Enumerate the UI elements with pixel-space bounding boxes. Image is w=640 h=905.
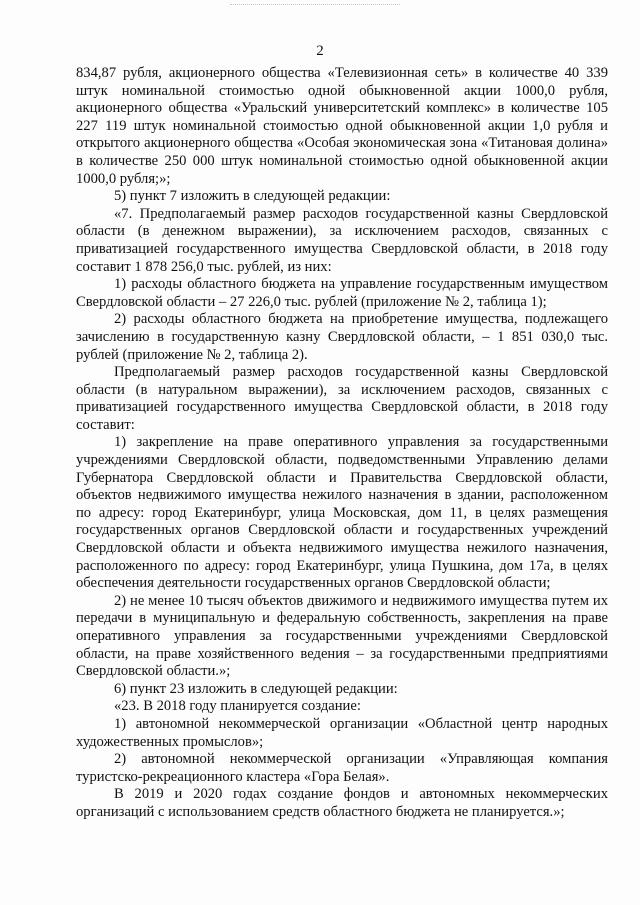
paragraph: «23. В 2018 году планируется создание: [114,698,361,715]
page-number: 2 [316,43,324,59]
document-body [76,65,608,822]
paragraph: 2) не менее 10 тысяч объектов движимого и недвижимого имущества путем их передачи в муниципальную и федеральную собственность, закрепления на праве оперативного управления за государственными учреждениями Свердловской области, на праве хозяйственного ведения – за государственными предприятиями Свердловской области.»; [76,592,608,680]
paragraph: 1) закрепление на праве оперативного управления за государственными учреждениями Свердловской области, подведомственными Управлению делами Губернатора Свердловской области и Правительства Свердловской области, объектов недвижимого имущества нежилого назначения в здании, расположенном по адресу: город Екатеринбург, улица Московская, дом 11, в целях размещения государственных органов Свердловской области и государственных учреждений Свердловской области и объекта недвижимого имущества нежилого назначения, расположенного по адресу: город Екатеринбург, улица Пушкина, дом 17а, в целях обеспечения деятельности государственных органов Свердловской области; [76,434,608,592]
paragraph: Предполагаемый размер расходов государственной казны Свердловской области (в натуральном выражении), за исключением расходов, связанных с приватизацией государственного имущества Свердловской области, в 2018 году составит: [76,364,608,433]
paragraph: 1) расходы областного бюджета на управление государственным имуществом Свердловской области – 27 226,0 тыс. рублей (приложение № 2, таблица 1); [76,276,608,310]
paragraph: «7. Предполагаемый размер расходов государственной казны Свердловской области (в денежном выражении), за исключением расходов, связанных с приватизацией государственного имущества Свердловской области, в 2018 году составит 1 878 256,0 тыс. рублей, из них: [76,205,608,275]
paragraph: 2) автономной некоммерческой организации «Управляющая компания туристско-рекреационного кластера «Гора Белая». [76,751,608,785]
paragraph: 1) автономной некоммерческой организации «Областной центр народных художественных промыслов»; [76,715,608,750]
paragraph: 834,87 рубля, акционерного общества «Телевизионная сеть» в количестве 40 339 штук номинальной стоимостью одной обыкновенной акции 1000,0 рубля, акционерного общества «Уральский университетский комплекс» в количестве 105 227 119 штук номинальной стоимостью одной обыкновенной акции 1,0 рубля и открытого акционерного общества «Особая экономическая зона «Титановая долина» в количестве 250 000 штук номинальной стоимостью одной обыкновенной акции 1000,0 рубля;»; [76,65,608,187]
paragraph: 6) пункт 23 изложить в следующей редакции: [114,680,398,697]
paragraph: В 2019 и 2020 годах создание фондов и автономных некоммерческих организаций с использованием средств областного бюджета не планируется.»; [76,786,608,820]
paragraph: 2) расходы областного бюджета на приобретение имущества, подлежащего зачислению в государственную казну Свердловской области, – 1 851 030,0 тыс. рублей (приложение № 2, таблица 2). [76,311,608,363]
scan-artifact [230,4,400,6]
paragraph: 5) пункт 7 изложить в следующей редакции: [114,188,391,205]
